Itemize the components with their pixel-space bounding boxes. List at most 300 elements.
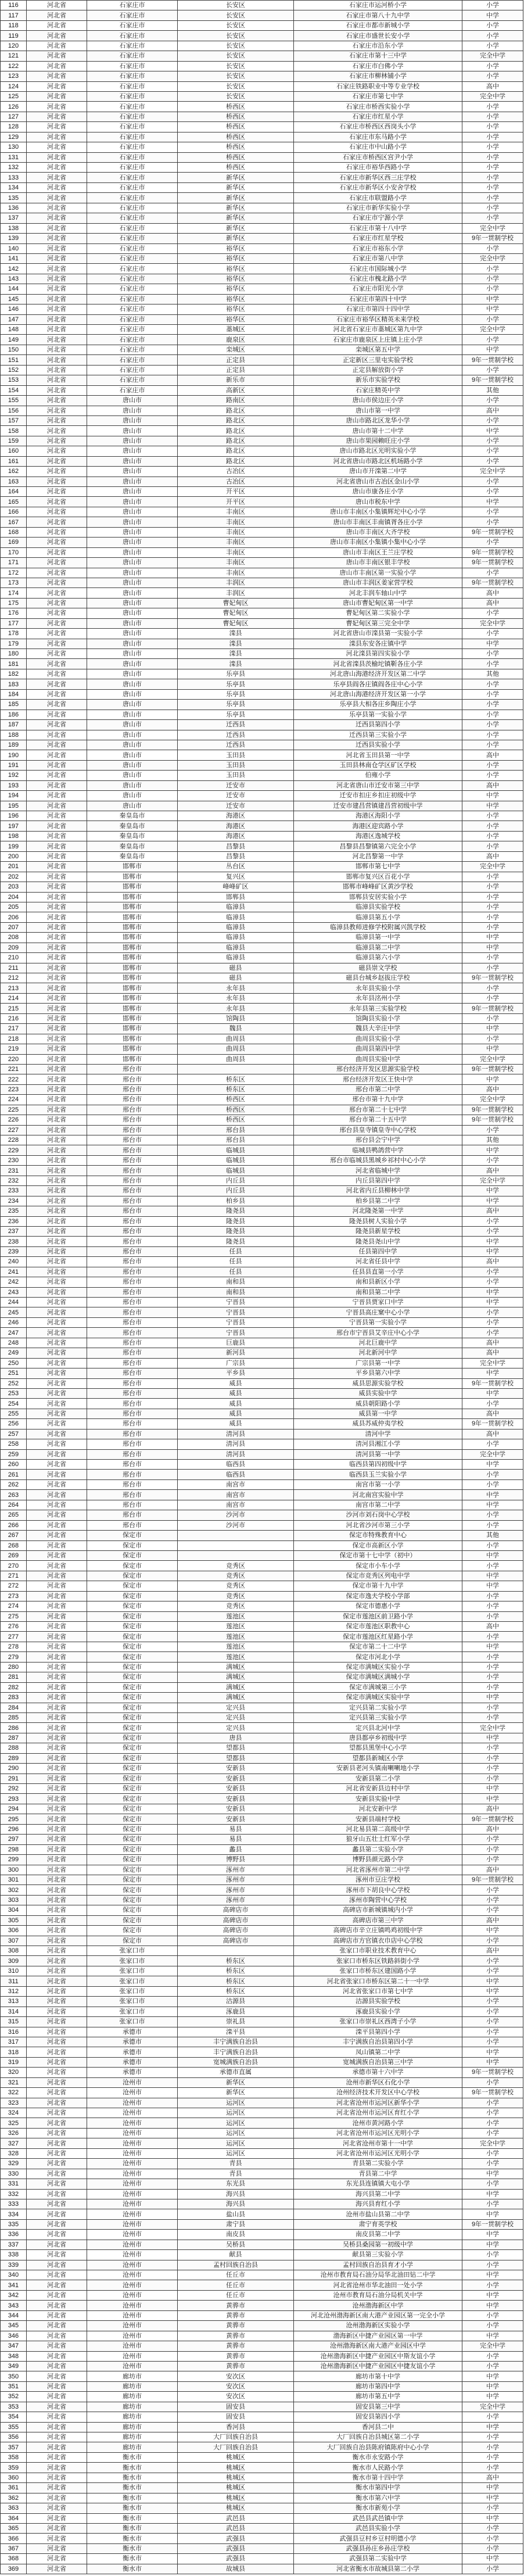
- school-name-cell: 河北隆尧第一中学: [294, 1206, 462, 1216]
- school-name-cell: 涿鹿县实验小学: [294, 2007, 462, 2016]
- school-name-cell: 高碑店市第三中学: [294, 1915, 462, 1925]
- city-cell: 沧州市: [87, 2199, 178, 2209]
- district-cell: 涿州市: [178, 1875, 294, 1884]
- row-index-cell: 152: [1, 365, 27, 375]
- city-cell: 衡水市: [87, 2523, 178, 2533]
- province-cell: 河北省: [27, 2189, 87, 2199]
- city-cell: 石家庄市: [87, 81, 178, 91]
- district-cell: 易县: [178, 1835, 294, 1844]
- row-index-cell: 322: [1, 2088, 27, 2098]
- province-cell: 河北省: [27, 345, 87, 354]
- row-index-cell: 307: [1, 1936, 27, 1946]
- district-cell: 南宫市: [178, 1500, 294, 1510]
- table-row: [1, 2260, 523, 2270]
- school-type-cell: 中学: [462, 1693, 523, 1703]
- province-cell: 河北省: [27, 1166, 87, 1176]
- province-cell: 河北省: [27, 1520, 87, 1530]
- table-row: [1, 2179, 523, 2189]
- table-row: [1, 2483, 523, 2493]
- table-row: [1, 1479, 523, 1489]
- row-index-cell: 206: [1, 912, 27, 922]
- school-type-cell: 完全中学: [462, 253, 523, 263]
- row-index-cell: 149: [1, 335, 27, 345]
- table-row: [1, 41, 523, 51]
- district-cell: 裕华区: [178, 274, 294, 284]
- province-cell: 河北省: [27, 558, 87, 568]
- province-cell: 河北省: [27, 2483, 87, 2493]
- table-row: [1, 1338, 523, 1348]
- province-cell: 河北省: [27, 1540, 87, 1550]
- school-name-cell: 保定市逸夫学校小学部: [294, 1591, 462, 1601]
- table-row: [1, 1054, 523, 1064]
- table-row: [1, 841, 523, 851]
- district-cell: 涿州市: [178, 1885, 294, 1895]
- school-name-cell: 唐山市丰南区银丰学校: [294, 558, 462, 568]
- school-type-cell: 小学: [462, 902, 523, 912]
- district-cell: 定兴县: [178, 1712, 294, 1722]
- row-index-cell: 139: [1, 234, 27, 243]
- row-index-cell: 350: [1, 2371, 27, 2381]
- province-cell: 河北省: [27, 578, 87, 587]
- row-index-cell: 355: [1, 2422, 27, 2432]
- school-type-cell: 小学: [462, 415, 523, 425]
- city-cell: 邯郸市: [87, 1054, 178, 1064]
- school-type-cell: 小学: [462, 2077, 523, 2087]
- province-cell: 河北省: [27, 2493, 87, 2503]
- school-name-cell: 威县第一中学: [294, 1409, 462, 1418]
- school-type-cell: 小学: [462, 71, 523, 81]
- school-type-cell: 9年一贯制学校: [462, 1875, 523, 1884]
- school-name-cell: 河北省沧州市运河区新华小学: [294, 2098, 462, 2108]
- district-cell: 曹妃甸区: [178, 618, 294, 628]
- school-type-cell: 中学: [462, 2169, 523, 2179]
- table-row: [1, 1743, 523, 1753]
- province-cell: 河北省: [27, 1419, 87, 1429]
- city-cell: 邢台市: [87, 1368, 178, 1378]
- row-index-cell: 150: [1, 345, 27, 354]
- city-cell: 邢台市: [87, 1105, 178, 1115]
- table-row: [1, 1064, 523, 1074]
- province-cell: 河北省: [27, 2260, 87, 2270]
- school-type-cell: 小学: [462, 1743, 523, 1753]
- school-name-cell: 临城县鸭鸽营中学: [294, 1145, 462, 1155]
- district-cell: 乐亭县: [178, 710, 294, 719]
- row-index-cell: 257: [1, 1429, 27, 1439]
- school-type-cell: 完全中学: [462, 1054, 523, 1064]
- table-row: [1, 1693, 523, 1703]
- school-type-cell: 小学: [462, 689, 523, 699]
- district-cell: 曹妃甸区: [178, 598, 294, 608]
- city-cell: 秦皇岛市: [87, 821, 178, 831]
- row-index-cell: 138: [1, 223, 27, 233]
- table-row: [1, 1287, 523, 1297]
- school-name-cell: 渤海新区中捷产业园区第一中学: [294, 2331, 462, 2341]
- city-cell: 石家庄市: [87, 142, 178, 152]
- district-cell: 望都县: [178, 1753, 294, 1763]
- province-cell: 河北省: [27, 1267, 87, 1277]
- table-row: [1, 1074, 523, 1084]
- row-index-cell: 140: [1, 243, 27, 253]
- district-cell: 路北区: [178, 446, 294, 456]
- school-type-cell: 9年一贯制学校: [462, 355, 523, 365]
- school-type-cell: 小学: [462, 203, 523, 213]
- province-cell: 河北省: [27, 1591, 87, 1601]
- school-name-cell: 高碑店市方官镇衣巾店中心学校: [294, 1936, 462, 1946]
- table-row: [1, 2128, 523, 2138]
- city-cell: 唐山市: [87, 406, 178, 415]
- table-row: [1, 1855, 523, 1865]
- row-index-cell: 217: [1, 1024, 27, 1034]
- row-index-cell: 131: [1, 152, 27, 162]
- school-name-cell: 沽源县实验学校: [294, 1997, 462, 2007]
- district-cell: 裕华区: [178, 253, 294, 263]
- table-row: [1, 1105, 523, 1115]
- school-name-cell: 河北滦县第四实验小学: [294, 649, 462, 659]
- table-row: [1, 1298, 523, 1307]
- district-cell: 宁晋县: [178, 1317, 294, 1327]
- row-index-cell: 142: [1, 264, 27, 274]
- school-name-cell: 唐山市丰南区第一实验小学: [294, 568, 462, 578]
- school-name-cell: 河北省沙河市第三小学: [294, 1520, 462, 1530]
- school-type-cell: 小学: [462, 243, 523, 253]
- table-row: [1, 1682, 523, 1692]
- district-cell: 古冶区: [178, 467, 294, 476]
- school-type-cell: 小学: [462, 1764, 523, 1774]
- school-type-cell: 小学: [462, 983, 523, 993]
- school-type-cell: 中学: [462, 1976, 523, 1986]
- school-type-cell: 小学: [462, 710, 523, 719]
- row-index-cell: 273: [1, 1591, 27, 1601]
- school-type-cell: 小学: [462, 1399, 523, 1409]
- row-index-cell: 285: [1, 1712, 27, 1722]
- school-type-cell: 小学: [462, 436, 523, 446]
- row-index-cell: 116: [1, 1, 27, 10]
- table-row: [1, 1632, 523, 1642]
- row-index-cell: 203: [1, 882, 27, 892]
- district-cell: 海港区: [178, 821, 294, 831]
- table-row: [1, 1267, 523, 1277]
- table-row: [1, 294, 523, 304]
- school-name-cell: 石家庄铁路职业中等专业学校: [294, 81, 462, 91]
- table-row: [1, 142, 523, 152]
- school-type-cell: 小学: [462, 993, 523, 1003]
- school-name-cell: 乐亭县阎各庄镇阎各庄中心小学: [294, 679, 462, 689]
- province-cell: 河北省: [27, 264, 87, 274]
- school-name-cell: 狼牙山五壮士红军小学: [294, 1835, 462, 1844]
- table-row: [1, 243, 523, 253]
- district-cell: 藁城区: [178, 325, 294, 335]
- school-type-cell: 9年一贯制学校: [462, 1064, 523, 1074]
- row-index-cell: 192: [1, 771, 27, 780]
- district-cell: 丰南区: [178, 547, 294, 557]
- table-row: [1, 2493, 523, 2503]
- district-cell: 玉田县: [178, 771, 294, 780]
- school-name-cell: 伯雍小学: [294, 771, 462, 780]
- school-name-cell: 安新县第二小学: [294, 1774, 462, 1783]
- city-cell: 唐山市: [87, 487, 178, 497]
- province-cell: 河北省: [27, 142, 87, 152]
- school-name-cell: 邢台县皇寺镇皇寺中心学校: [294, 1125, 462, 1135]
- table-row: [1, 1844, 523, 1854]
- province-cell: 河北省: [27, 71, 87, 81]
- school-name-cell: 河北省临城中学: [294, 1166, 462, 1176]
- city-cell: 邯郸市: [87, 943, 178, 952]
- table-row: [1, 2543, 523, 2553]
- row-index-cell: 164: [1, 487, 27, 497]
- province-cell: 河北省: [27, 2503, 87, 2513]
- district-cell: 固安县: [178, 2412, 294, 2422]
- province-cell: 河北省: [27, 740, 87, 750]
- row-index-cell: 165: [1, 497, 27, 507]
- district-cell: 清河县: [178, 1449, 294, 1459]
- row-index-cell: 294: [1, 1804, 27, 1814]
- province-cell: 河北省: [27, 547, 87, 557]
- table-row: [1, 679, 523, 689]
- province-cell: 河北省: [27, 771, 87, 780]
- city-cell: 邢台市: [87, 1328, 178, 1338]
- school-type-cell: 9年一贯制学校: [462, 1115, 523, 1125]
- row-index-cell: 175: [1, 598, 27, 608]
- district-cell: 涿鹿县: [178, 2007, 294, 2016]
- district-cell: 运河区: [178, 2118, 294, 2128]
- province-cell: 河北省: [27, 821, 87, 831]
- school-type-cell: 完全中学: [462, 325, 523, 335]
- city-cell: 保定市: [87, 1571, 178, 1581]
- city-cell: 廊坊市: [87, 2392, 178, 2402]
- school-type-cell: 小学: [462, 2534, 523, 2543]
- school-type-cell: 小学: [462, 1703, 523, 1712]
- district-cell: 桥东区: [178, 1084, 294, 1094]
- province-cell: 河北省: [27, 2543, 87, 2553]
- province-cell: 河北省: [27, 679, 87, 689]
- province-cell: 河北省: [27, 862, 87, 872]
- school-type-cell: 小学: [462, 2523, 523, 2533]
- province-cell: 河北省: [27, 912, 87, 922]
- city-cell: 唐山市: [87, 558, 178, 568]
- row-index-cell: 204: [1, 892, 27, 902]
- table-row: [1, 415, 523, 425]
- province-cell: 河北省: [27, 446, 87, 456]
- row-index-cell: 188: [1, 730, 27, 740]
- city-cell: 邢台市: [87, 1348, 178, 1358]
- district-cell: 安新县: [178, 1784, 294, 1794]
- district-cell: 满城区: [178, 1672, 294, 1682]
- city-cell: 衡水市: [87, 2463, 178, 2473]
- school-name-cell: 安新县端村学校: [294, 1814, 462, 1824]
- school-type-cell: 小学: [462, 700, 523, 710]
- school-type-cell: 小学: [462, 193, 523, 203]
- row-index-cell: 237: [1, 1226, 27, 1236]
- table-row: [1, 649, 523, 659]
- province-cell: 河北省: [27, 2250, 87, 2260]
- school-name-cell: 石家庄市第十八中学: [294, 223, 462, 233]
- school-type-cell: 小学: [462, 31, 523, 41]
- city-cell: 秦皇岛市: [87, 851, 178, 861]
- city-cell: 保定市: [87, 1531, 178, 1540]
- province-cell: 河北省: [27, 1054, 87, 1064]
- school-type-cell: 中学: [462, 1642, 523, 1651]
- province-cell: 河北省: [27, 1712, 87, 1722]
- school-name-cell: 海港区逸城学校: [294, 831, 462, 841]
- row-index-cell: 298: [1, 1844, 27, 1854]
- row-index-cell: 335: [1, 2219, 27, 2229]
- city-cell: 沧州市: [87, 2098, 178, 2108]
- district-cell: 黄骅市: [178, 2351, 294, 2361]
- province-cell: 河北省: [27, 953, 87, 963]
- city-cell: 保定市: [87, 1926, 178, 1936]
- district-cell: 海兴县: [178, 2199, 294, 2209]
- city-cell: 保定市: [87, 1915, 178, 1925]
- school-type-cell: 小学: [462, 1835, 523, 1844]
- province-cell: 河北省: [27, 1571, 87, 1581]
- table-row: [1, 2392, 523, 2402]
- school-name-cell: 保定市竞秀区列电中学: [294, 1571, 462, 1581]
- province-cell: 河北省: [27, 1004, 87, 1013]
- district-cell: 海兴县: [178, 2189, 294, 2199]
- city-cell: 唐山市: [87, 497, 178, 507]
- row-index-cell: 157: [1, 415, 27, 425]
- school-name-cell: 石家庄市新华区西三庄学校: [294, 173, 462, 182]
- province-cell: 河北省: [27, 152, 87, 162]
- school-name-cell: 承德市第十六中学: [294, 2068, 462, 2077]
- city-cell: 承德市: [87, 2027, 178, 2037]
- province-cell: 河北省: [27, 1095, 87, 1105]
- table-row: [1, 1024, 523, 1034]
- school-type-cell: 完全中学: [462, 2341, 523, 2351]
- province-cell: 河北省: [27, 2321, 87, 2331]
- school-type-cell: 中学: [462, 1794, 523, 1804]
- row-index-cell: 132: [1, 163, 27, 173]
- district-cell: 平乡县: [178, 1368, 294, 1378]
- province-cell: 河北省: [27, 2027, 87, 2037]
- row-index-cell: 255: [1, 1409, 27, 1418]
- row-index-cell: 199: [1, 841, 27, 851]
- district-cell: 丰南区: [178, 517, 294, 527]
- school-name-cell: 曹妃甸区第三完全中学: [294, 618, 462, 628]
- province-cell: 河北省: [27, 365, 87, 375]
- school-type-cell: 小学: [462, 720, 523, 730]
- district-cell: 大厂回族自治县: [178, 2432, 294, 2442]
- city-cell: 石家庄市: [87, 345, 178, 354]
- school-name-cell: 迁西县第三实验小学: [294, 730, 462, 740]
- school-type-cell: 小学: [462, 659, 523, 669]
- table-row: [1, 1145, 523, 1155]
- row-index-cell: 151: [1, 355, 27, 365]
- school-name-cell: 唐山市丰南区王兰庄学校: [294, 547, 462, 557]
- district-cell: 运河区: [178, 2148, 294, 2158]
- school-type-cell: 中学: [462, 497, 523, 507]
- table-row: [1, 517, 523, 527]
- city-cell: 保定市: [87, 1794, 178, 1804]
- row-index-cell: 146: [1, 304, 27, 314]
- district-cell: 桥西区: [178, 163, 294, 173]
- school-name-cell: 保定市高新区小学: [294, 1540, 462, 1550]
- province-cell: 河北省: [27, 963, 87, 973]
- school-name-cell: 张家口市职业技术教育中心: [294, 1946, 462, 1956]
- row-index-cell: 174: [1, 588, 27, 598]
- school-name-cell: 乐亭县大相各庄乡陶庄小学: [294, 700, 462, 710]
- row-index-cell: 169: [1, 538, 27, 547]
- school-type-cell: 小学: [462, 365, 523, 375]
- province-cell: 河北省: [27, 51, 87, 61]
- school-name-cell: 保定市满城区实验中学: [294, 1693, 462, 1703]
- row-index-cell: 251: [1, 1368, 27, 1378]
- row-index-cell: 323: [1, 2098, 27, 2108]
- row-index-cell: 125: [1, 91, 27, 101]
- district-cell: 海港区: [178, 811, 294, 821]
- province-cell: 河北省: [27, 2463, 87, 2473]
- row-index-cell: 282: [1, 1682, 27, 1692]
- school-type-cell: 9年一贯制学校: [462, 1814, 523, 1824]
- school-type-cell: 高中: [462, 1946, 523, 1956]
- school-name-cell: 唐山市康各庄小学: [294, 487, 462, 497]
- row-index-cell: 119: [1, 31, 27, 41]
- row-index-cell: 330: [1, 2169, 27, 2179]
- school-name-cell: 南皮县第二中学: [294, 2230, 462, 2240]
- school-name-cell: 保定市第十七中学（初中）: [294, 1550, 462, 1560]
- school-name-cell: 石家庄市柳林铺小学: [294, 71, 462, 81]
- city-cell: 邢台市: [87, 1510, 178, 1520]
- city-cell: 邢台市: [87, 1429, 178, 1439]
- province-cell: 河北省: [27, 1145, 87, 1155]
- school-type-cell: 小学: [462, 1652, 523, 1662]
- row-index-cell: 117: [1, 10, 27, 20]
- province-cell: 河北省: [27, 1905, 87, 1915]
- row-index-cell: 281: [1, 1672, 27, 1682]
- school-type-cell: 小学: [462, 1328, 523, 1338]
- district-cell: 长安区: [178, 31, 294, 41]
- row-index-cell: 339: [1, 2260, 27, 2270]
- school-type-cell: 高中: [462, 1206, 523, 1216]
- district-cell: [178, 1550, 294, 1560]
- school-name-cell: 磁县崇文学校: [294, 963, 462, 973]
- school-name-cell: 孟村回族自治县育才小学: [294, 2260, 462, 2270]
- province-cell: 河北省: [27, 2230, 87, 2240]
- table-row: [1, 943, 523, 952]
- row-index-cell: 211: [1, 963, 27, 973]
- row-index-cell: 185: [1, 700, 27, 710]
- table-row: [1, 253, 523, 263]
- city-cell: 邢台市: [87, 1267, 178, 1277]
- city-cell: 石家庄市: [87, 61, 178, 71]
- province-cell: 河北省: [27, 1317, 87, 1327]
- city-cell: 廊坊市: [87, 2442, 178, 2452]
- school-type-cell: 中学: [462, 1287, 523, 1297]
- table-row: [1, 2331, 523, 2341]
- school-type-cell: 小学: [462, 2442, 523, 2452]
- row-index-cell: 287: [1, 1733, 27, 1743]
- school-type-cell: 其他: [462, 1135, 523, 1145]
- table-row: [1, 1378, 523, 1388]
- row-index-cell: 207: [1, 922, 27, 932]
- row-index-cell: 208: [1, 933, 27, 943]
- row-index-cell: 270: [1, 1561, 27, 1571]
- district-cell: 任丘市: [178, 2290, 294, 2300]
- row-index-cell: 234: [1, 1196, 27, 1206]
- district-cell: 威县: [178, 1399, 294, 1409]
- city-cell: 石家庄市: [87, 325, 178, 335]
- province-cell: 河北省: [27, 2159, 87, 2169]
- school-name-cell: 唐山市税东中学: [294, 497, 462, 507]
- province-cell: 河北省: [27, 385, 87, 395]
- city-cell: 承德市: [87, 2037, 178, 2047]
- table-row: [1, 1358, 523, 1368]
- school-type-cell: 9年一贯制学校: [462, 527, 523, 537]
- school-type-cell: 小学: [462, 608, 523, 618]
- city-cell: 邢台市: [87, 1307, 178, 1317]
- city-cell: 保定市: [87, 1540, 178, 1550]
- table-row: [1, 2209, 523, 2219]
